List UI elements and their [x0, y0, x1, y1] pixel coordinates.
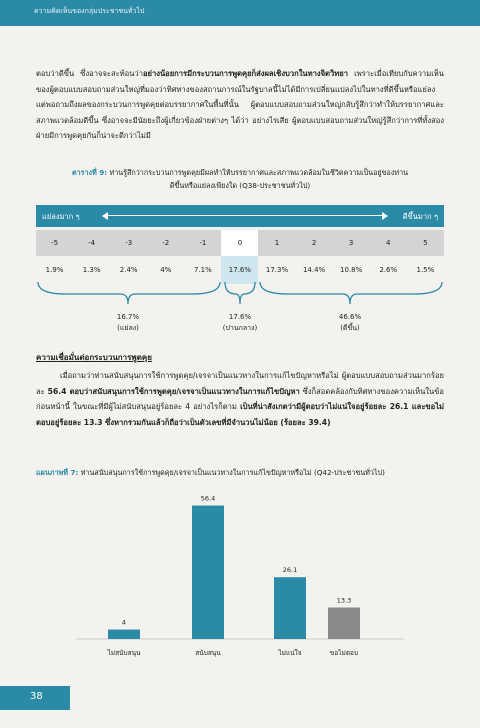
percent-cell: 17.6% [221, 256, 258, 284]
percent-cell: 10.8% [333, 256, 370, 284]
table-9-label: ตารางที่ 9: [71, 168, 108, 177]
bar-chart [36, 487, 444, 662]
table-9-caption-line-2: ดีขึ้นหรือแย่ลงเพียงใด (Q38-ประชาชนทั่วไป) [169, 181, 311, 190]
top-band [0, 0, 480, 26]
percent-cell: 7.1% [184, 256, 221, 284]
scale-header-bar [36, 205, 444, 227]
percent-cell: 14.4% [296, 256, 333, 284]
bar-1 [108, 630, 140, 639]
brace-worse [38, 282, 220, 304]
data-label-4: 13.3 [336, 596, 352, 605]
scale-cell: -2 [147, 230, 184, 256]
category-label-4: ขอไม่ตอบ [329, 649, 359, 657]
scale-cell: -4 [73, 230, 110, 256]
percent-cell: 1.3% [73, 256, 110, 284]
bar-3 [274, 577, 306, 639]
group-worse-value: 16.7% [116, 313, 140, 321]
brace-neutral [225, 282, 255, 304]
arrow-right-icon [382, 212, 388, 220]
scale-table [36, 230, 444, 284]
percent-cell: 2.4% [110, 256, 147, 284]
group-better-value: 46.6% [338, 313, 362, 321]
group-neutral-value: 17.6% [228, 313, 252, 321]
figure-7-label: แผนภาพที่ 7: [36, 468, 79, 477]
p2-bold-1: 56.4 ตอบว่าสนับสนุนการใช้การพูดคุย/เจรจาเป็นแนวทางในการแก้ไขปัญหา [47, 386, 300, 396]
p1-text-1: ตอบว่าดีขึ้น ซึ่งอาจจะสะท้อนว่า [36, 69, 143, 78]
group-worse-name: (แย่ลง) [117, 324, 139, 332]
percent-cell: 2.6% [370, 256, 407, 284]
percent-cell: 4% [147, 256, 184, 284]
scale-cell: 0 [221, 230, 258, 256]
percent-cell: 1.9% [36, 256, 73, 284]
paragraph-1 [36, 66, 444, 144]
category-label-2: สนับสนุน [195, 649, 221, 657]
percent-cell: 17.3% [258, 256, 295, 284]
paragraph-2 [36, 368, 444, 430]
table-9-caption [36, 166, 444, 192]
group-neutral [210, 312, 270, 334]
scale-cell: 2 [296, 230, 333, 256]
data-label-1: 4 [121, 618, 127, 627]
bar-2 [192, 506, 224, 639]
p2-text-1: เมื่อถามว่าท่านสนับสนุนการใช้การพูดคุย/เจรจาเป็นแนวทางในการแก้ไขปัญหาหรือไม่ ผู้ตอบแบบสอบถามส่วนมากร้อยละ [36, 371, 444, 396]
arrow-line [106, 215, 384, 216]
p1-bold-1: อย่างน้อยการมีกระบวนการพูดคุยก็ส่งผลเชิงบวกในทางจิตวิทยา [142, 69, 348, 78]
data-label-2: 56.4 [200, 494, 216, 503]
scale-cell: 4 [370, 230, 407, 256]
scale-cell: -5 [36, 230, 73, 256]
group-braces [36, 280, 444, 310]
better-label: ดีขึ้นมาก ๆ [402, 212, 438, 221]
running-title: ความคิดเห็นของกลุ่มประชาชนทั่วไป [34, 7, 145, 15]
category-label-3: ไม่แน่ใจ [278, 649, 302, 657]
figure-7-caption-text: ท่านสนับสนุนการใช้การพูดคุย/เจรจาเป็นแนวทางในการแก้ไขปัญหาหรือไม่ (Q42-ประชาชนทั่วไป) [80, 468, 385, 477]
bar-4 [328, 608, 360, 639]
worse-label: แย่ลงมาก ๆ [42, 212, 80, 221]
group-worse [98, 312, 158, 334]
data-label-3: 26.1 [282, 566, 298, 575]
scale-cell: -1 [184, 230, 221, 256]
brace-better [260, 282, 442, 304]
p2-bold-2: เป็นที่น่าสังเกตว่ามีผู้ตอบว่าไม่แน่ใจอยู่ร้อยละ 26.1 และขอไม่ตอบอยู่ร้อยละ 13.3 ซึ่งหากรวมกันแล้วก็ถือว่าเป็นตัวเลขที่มีจำนวนไม่น้อย (ร้อยละ 39.4) [36, 402, 444, 427]
category-label-1: ไม่สนับสนุน [107, 649, 141, 657]
group-better [320, 312, 380, 334]
section-heading: ความเชื่อมั่นต่อกระบวนการพูดคุย [36, 353, 152, 362]
p1-text-2: เพราะเมื่อเทียบกับความเห็นของผู้ตอบแบบสอบถามส่วนใหญ่ที่มองว่าทิศทางของสถานการณ์ในรัฐบาลนี้ไม่ได้มีการเปลี่ยนแปลงไปในทางที่ดีขึ้นหรือแย่ลง แต่พอถามถึงผลของกระบวนการพูดคุยต่อบรรยากาศในพื้นที่นั้น ผู้ตอบแบบสอบถามส่วนใหญ่กลับรู้สึกว่าทำให้บรรยากาศและสภาพแวดล้อมดีขึ้น ซึ่งอาจจะมีนัยยะถึงผู้เกี่ยวข้องฝ่ายต่างๆ ได้ว่า อย่างไรเสีย ผู้ตอบแบบสอบถามส่วนใหญ่รู้สึกว่าการที่ทั้งสองฝ่ายมีการพูดคุยกันก็น่าจะดีกว่าไม่มี [36, 69, 444, 140]
scale-row [36, 230, 444, 256]
table-9-caption-line-1: ท่านรู้สึกว่ากระบวนการพูดคุยมีผลทำให้บรรยากาศและสภาพแวดล้อมในชีวิตความเป็นอยู่ของท่าน [109, 168, 409, 177]
scale-cell: -3 [110, 230, 147, 256]
group-neutral-name: (ปานกลาง) [222, 324, 258, 332]
percent-cell: 1.5% [407, 256, 444, 284]
scale-cell: 5 [407, 230, 444, 256]
figure-7-caption [36, 466, 444, 479]
page-number-box [0, 686, 70, 710]
scale-cell: 3 [333, 230, 370, 256]
group-better-name: (ดีขึ้น) [340, 324, 360, 332]
page-number: 38 [30, 691, 43, 702]
scale-cell: 1 [258, 230, 295, 256]
p2-text-2: ซึ่งก็สอดคล้องกับทิศทางของความเห็นในข้อก่อนหน้านี้ ในขณะที่มีผู้ไม่สนับสนุนอยู่ร้อยละ 4 อย่างไรก็ตาม [36, 386, 444, 411]
